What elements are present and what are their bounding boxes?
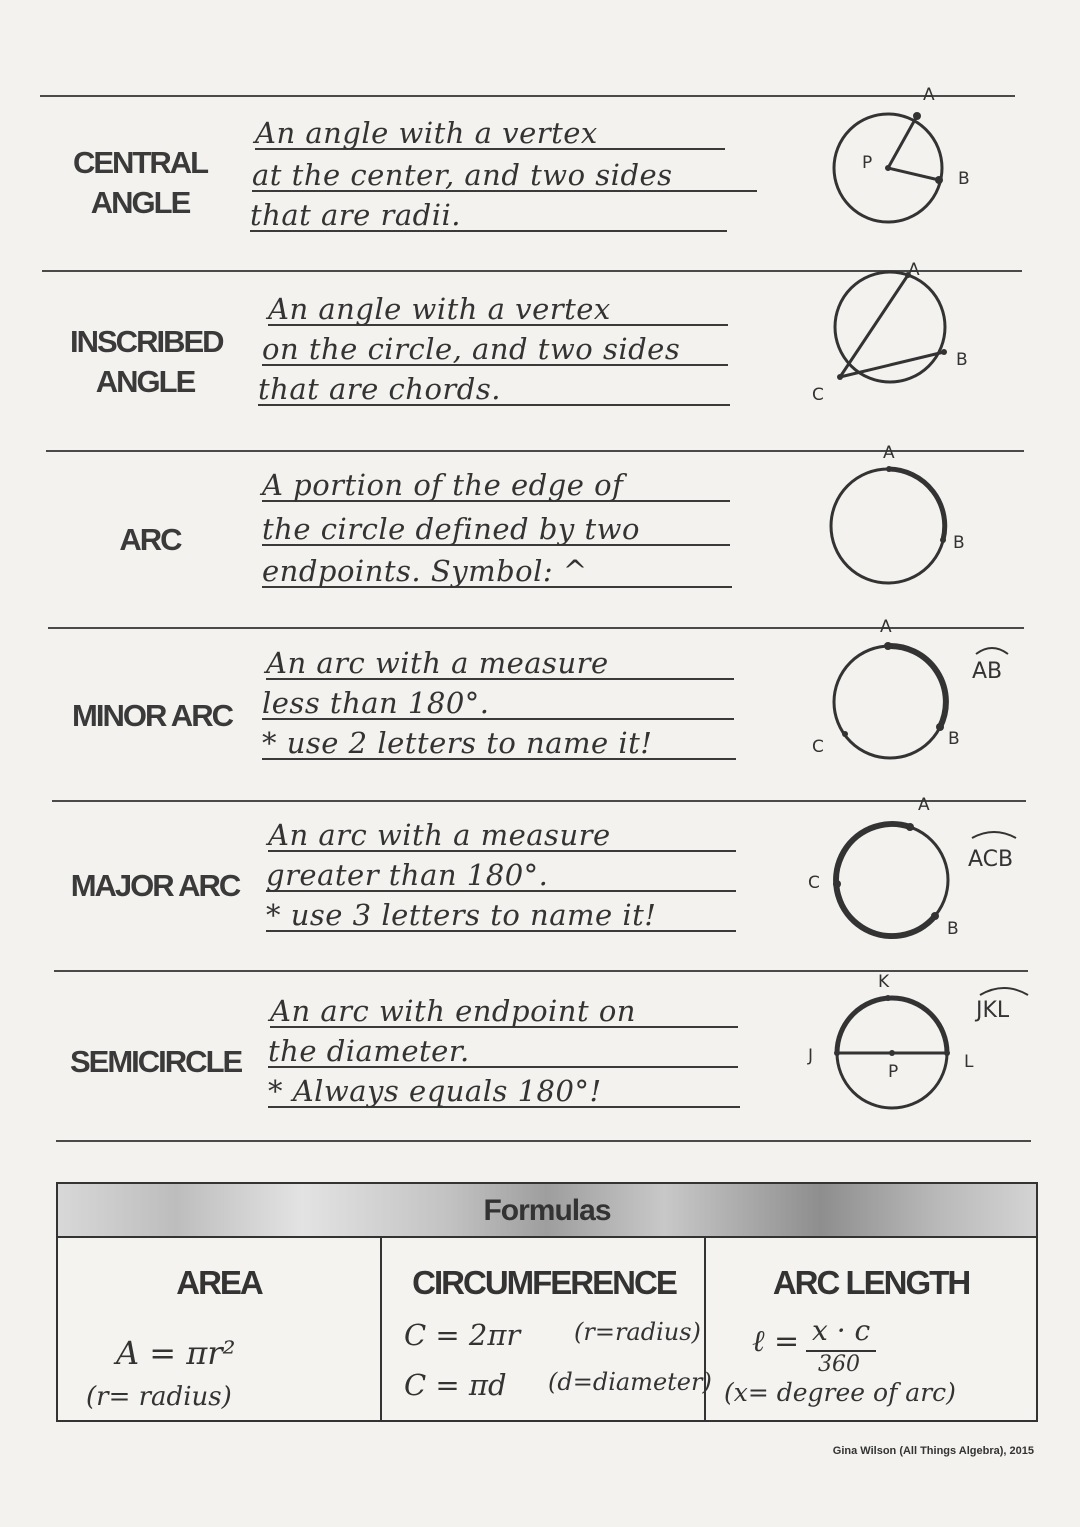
label-b: B (948, 729, 960, 749)
label-a: A (880, 617, 892, 637)
label-c: C (812, 385, 824, 405)
formulas-table (56, 1182, 1038, 1422)
label-p: P (862, 153, 873, 173)
arc-length-heading: ARC LENGTH (772, 1264, 970, 1301)
label-b: B (958, 169, 970, 189)
definition-line: the circle defined by two (262, 514, 730, 546)
term-semicircle (70, 1042, 240, 1082)
label-l: L (964, 1052, 974, 1072)
term-line: CENTRAL (72, 145, 208, 180)
circumference-heading: CIRCUMFERENCE (412, 1264, 676, 1301)
arc-name: ACB (968, 847, 1014, 872)
arc-length-denominator: 360 (818, 1352, 860, 1377)
definition-line: An angle with a vertex (268, 294, 728, 326)
circumference-note-radius: (r=radius) (574, 1318, 701, 1346)
credit: Gina Wilson (All Things Algebra), 2015 (832, 1445, 1034, 1457)
term-line: MAJOR ARC (70, 868, 240, 903)
divider-6 (56, 1140, 1031, 1142)
area-note: (r= radius) (86, 1382, 232, 1412)
arc-length-column (704, 1238, 1036, 1420)
arc-length-numerator: x · c (812, 1314, 871, 1347)
label-c: C (808, 873, 820, 893)
label-j: J (808, 1046, 814, 1066)
term-central-angle (70, 143, 210, 223)
term-inscribed-angle (70, 322, 223, 402)
definition-line: * use 3 letters to name it! (266, 900, 736, 932)
definition-line: the diameter. (268, 1036, 738, 1068)
definition-line: greater than 180°. (266, 860, 736, 892)
circumference-column (380, 1238, 712, 1420)
definition-line: * use 2 letters to name it! (262, 728, 736, 760)
term-line: ANGLE (95, 364, 195, 399)
circumference-formula-radius: C = 2πr (404, 1318, 521, 1352)
label-b: B (956, 350, 968, 370)
definition-line: An arc with a measure (268, 820, 736, 852)
major-arc-diagram (800, 788, 1050, 948)
inscribed-angle-diagram (810, 255, 990, 415)
central-angle-diagram (810, 80, 990, 240)
minor-arc-diagram (800, 612, 1050, 772)
definition-line: less than 180°. (262, 688, 734, 720)
term-line: ANGLE (90, 185, 190, 220)
label-c: C (812, 737, 824, 757)
area-formula: A = πr² (116, 1334, 236, 1372)
arc-length-note: (x= degree of arc) (724, 1378, 956, 1407)
arc-length-lhs: ℓ = (752, 1324, 800, 1359)
definition-line: on the circle, and two sides (262, 334, 728, 366)
definition-line: An arc with endpoint on (270, 996, 738, 1028)
label-b: B (947, 919, 959, 939)
label-a: A (918, 795, 930, 815)
term-arc (90, 520, 210, 560)
label-b: B (953, 533, 965, 553)
definition-line: that are radii. (250, 200, 727, 232)
formulas-title: Formulas (483, 1194, 611, 1227)
term-line: ARC (119, 522, 181, 557)
label-k: K (878, 972, 890, 992)
arc-diagram (815, 440, 995, 600)
definition-line: * Always equals 180°! (268, 1076, 740, 1108)
definition-line: An angle with a vertex (255, 118, 725, 150)
definition-line: that are chords. (258, 374, 730, 406)
label-p: P (888, 1062, 899, 1082)
circumference-formula-diameter: C = πd (404, 1368, 507, 1402)
definition-line: An arc with a measure (266, 648, 734, 680)
semicircle-diagram (800, 965, 1050, 1125)
area-column (58, 1238, 380, 1420)
term-line: INSCRIBED (70, 324, 223, 359)
arc-name: AB (972, 659, 1003, 684)
term-minor-arc (62, 696, 242, 736)
area-heading: AREA (176, 1264, 262, 1301)
term-major-arc (60, 866, 250, 906)
label-a: A (923, 85, 935, 105)
definition-line: A portion of the edge of (262, 470, 730, 502)
circumference-note-diameter: (d=diameter) (548, 1368, 712, 1396)
arc-name: JKL (976, 998, 1010, 1023)
definition-line: endpoints. Symbol: ^ (262, 556, 732, 588)
definition-line: at the center, and two sides (252, 160, 757, 192)
term-line: SEMICIRCLE (70, 1044, 242, 1079)
label-a: A (883, 443, 895, 463)
term-line: MINOR ARC (72, 698, 232, 733)
label-a: A (908, 260, 920, 280)
